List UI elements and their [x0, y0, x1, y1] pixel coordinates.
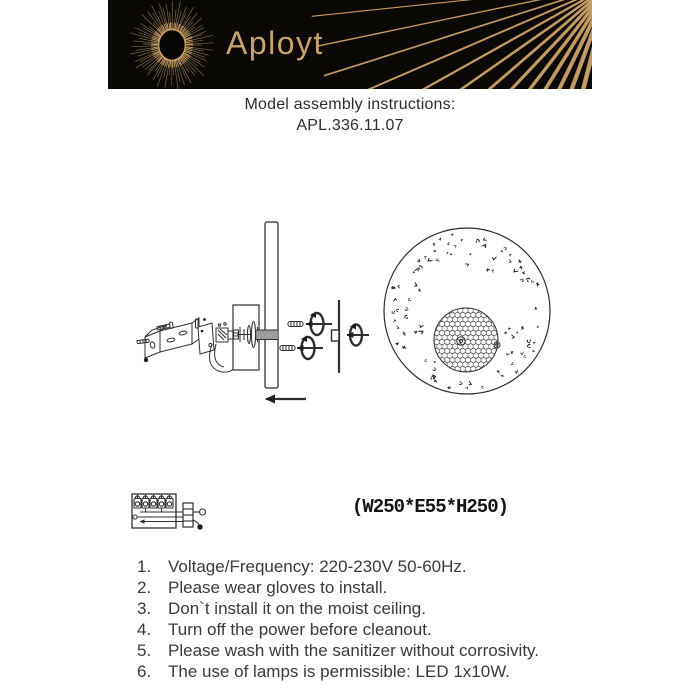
- driver-box: [183, 503, 193, 527]
- instruction-text: Turn off the power before cleanout.: [168, 620, 432, 639]
- expansion-screw: [280, 346, 295, 351]
- threaded-section: [256, 330, 278, 340]
- lamp-front-view: [384, 228, 550, 394]
- instruction-item: [137, 556, 539, 577]
- dimensions-label: (W250*E55*H250): [351, 496, 509, 518]
- brand-name: Aployt: [226, 25, 324, 61]
- instruction-number: 6.: [137, 662, 152, 681]
- instruction-text: Don`t install it on the moist ceiling.: [168, 599, 426, 618]
- assembly-title: Model assembly instructions:: [244, 96, 456, 113]
- instruction-text: The use of lamps is permissible: LED 1x10W.: [168, 662, 511, 681]
- instruction-number: 3.: [137, 599, 152, 618]
- instructions-list: [137, 556, 539, 682]
- instruction-number: 4.: [137, 620, 152, 639]
- wall-plate: [332, 300, 340, 373]
- instruction-number: 5.: [137, 641, 152, 660]
- wire-connector: [216, 323, 233, 342]
- instruction-text: Please wash with the sanitizer without corrosivity.: [168, 641, 540, 660]
- rotation-arrow-icon: [306, 312, 332, 336]
- screw-head-icon: [144, 358, 148, 362]
- lamp-panel-side-view: [265, 222, 278, 388]
- instruction-item: [137, 577, 539, 598]
- instruction-item: [137, 661, 539, 682]
- instruction-text: Please wear gloves to install.: [168, 578, 388, 597]
- rotation-arrow-icon: [347, 324, 369, 346]
- instruction-number: 1.: [137, 557, 152, 576]
- model-number: APL.336.11.07: [296, 117, 404, 134]
- instruction-item: [137, 598, 539, 619]
- mounting-bracket: [137, 318, 199, 362]
- instruction-item: [137, 619, 539, 640]
- instruction-text: Voltage/Frequency: 220-230V 50-60Hz.: [168, 557, 467, 576]
- expansion-screw: [288, 322, 303, 327]
- instruction-number: 2.: [137, 578, 152, 597]
- rotation-arrow-icon: [297, 336, 323, 360]
- mounting-plate: [198, 318, 214, 354]
- output-wires: [193, 509, 206, 530]
- instruction-item: [137, 640, 539, 661]
- terminal-block-diagram: [132, 494, 206, 530]
